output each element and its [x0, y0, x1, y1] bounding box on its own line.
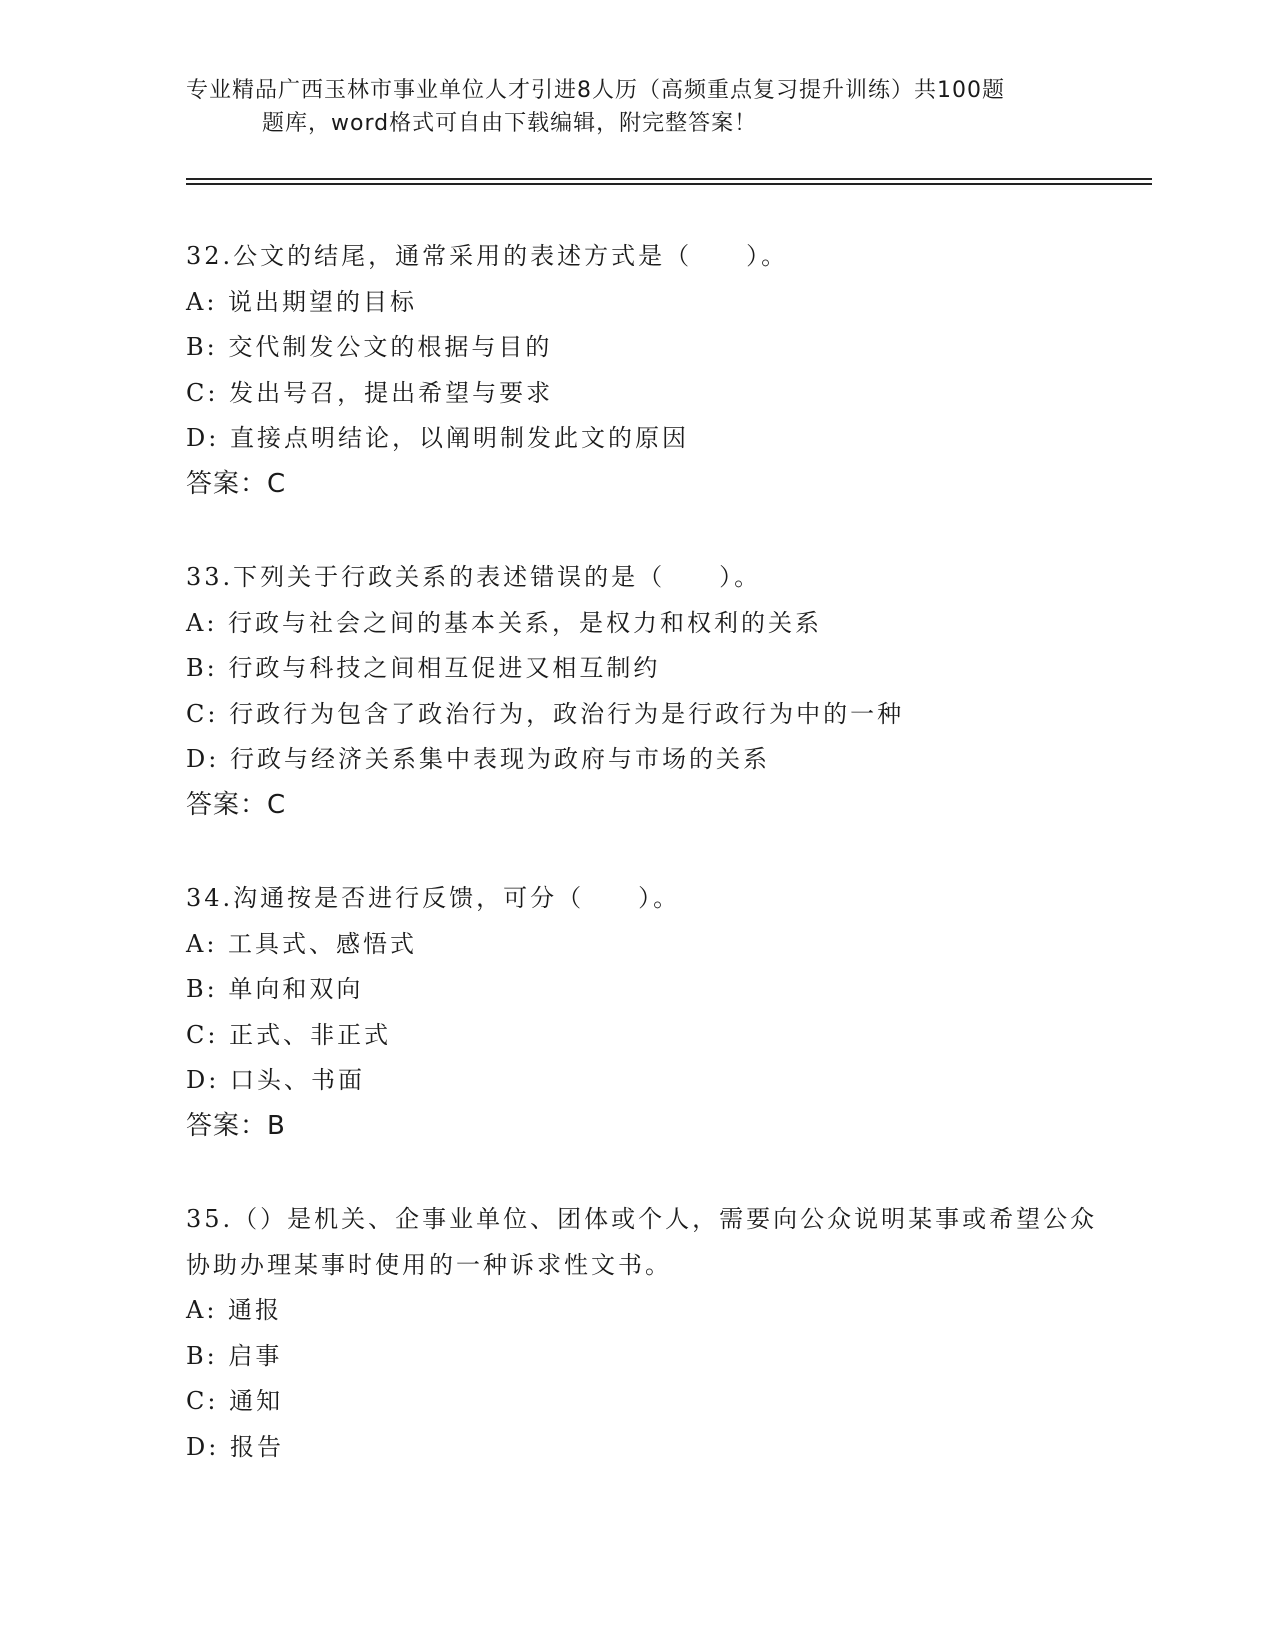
- header-divider-bottom: [186, 183, 1152, 185]
- option-a: A: 通报: [186, 1296, 283, 1324]
- option-a: A: 工具式、感悟式: [186, 929, 418, 958]
- option-b: B: 启事: [186, 1341, 283, 1370]
- question-stem: 32.公文的结尾，通常采用的表述方式是（ ）。: [186, 242, 789, 270]
- question-stem: 34.沟通按是否进行反馈，可分（ ）。: [186, 884, 681, 912]
- option-c: C: 发出号召，提出希望与要求: [186, 378, 554, 407]
- option-c: C: 通知: [186, 1387, 284, 1415]
- question-list: [186, 234, 1116, 1518]
- option-d: D: 口头、书面: [186, 1066, 365, 1094]
- answer: 答案：B: [186, 1110, 286, 1141]
- option-a: A: 说出期望的目标: [186, 287, 418, 316]
- answer: 答案：C: [186, 789, 287, 820]
- question-32: [186, 234, 1116, 507]
- option-c: C: 行政行为包含了政治行为，政治行为是行政行为中的一种: [186, 699, 905, 728]
- option-a: A: 行政与社会之间的基本关系，是权力和权利的关系: [186, 608, 823, 637]
- option-d: D: 行政与经济关系集中表现为政府与市场的关系: [186, 745, 770, 773]
- option-b: B: 交代制发公文的根据与目的: [186, 333, 553, 361]
- option-b: B: 单向和双向: [186, 975, 364, 1003]
- option-c: C: 正式、非正式: [186, 1020, 392, 1049]
- question-35: [186, 1197, 1116, 1470]
- document-header: [186, 74, 1116, 140]
- header-title-line1: 专业精品广西玉林市事业单位人才引进8人历（高频重点复习提升训练）共100题: [186, 78, 1005, 103]
- question-34: [186, 876, 1116, 1149]
- question-stem: 35.（）是机关、企事业单位、团体或个人，需要向公众说明某事或希望公众协助办理某事时使用的一种诉求性文书。: [186, 1205, 1098, 1279]
- option-d: D: 直接点明结论，以阐明制发此文的原因: [186, 424, 689, 452]
- header-title-line2: 题库，word格式可自由下载编辑，附完整答案！: [262, 111, 758, 136]
- option-b: B: 行政与科技之间相互促进又相互制约: [186, 654, 661, 682]
- header-divider-top: [186, 178, 1152, 180]
- answer: 答案：C: [186, 468, 287, 499]
- question-33: [186, 555, 1116, 828]
- option-d: D: 报告: [186, 1432, 284, 1461]
- question-stem: 33.下列关于行政关系的表述错误的是（ ）。: [186, 563, 762, 591]
